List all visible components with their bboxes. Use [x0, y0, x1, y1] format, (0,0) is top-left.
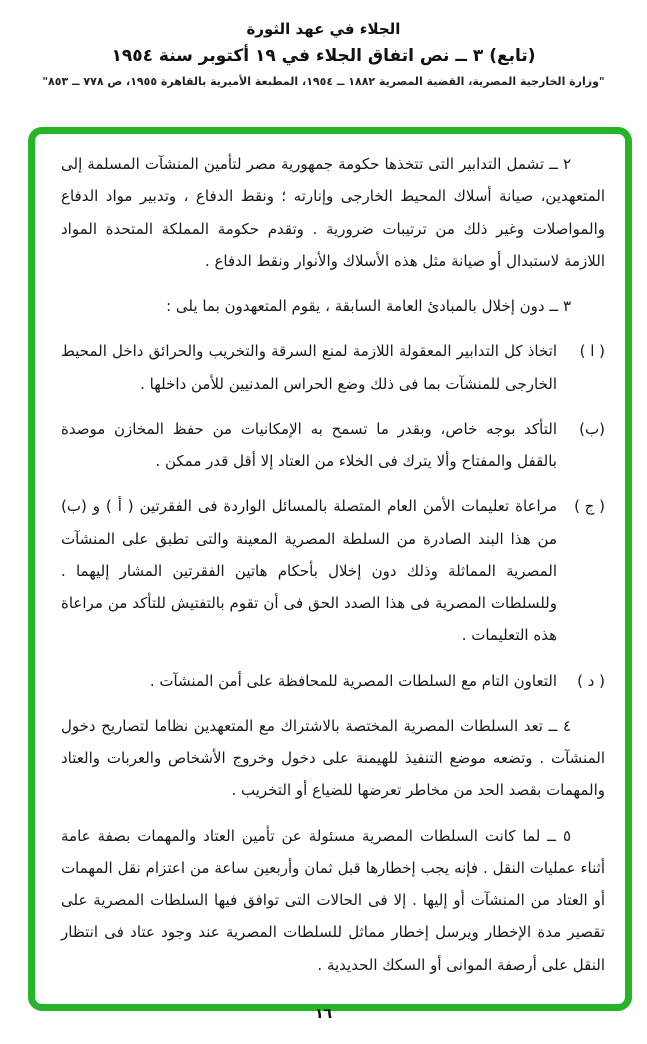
item-marker: ( ج )	[574, 497, 605, 516]
list-item	[61, 490, 605, 651]
clause-4-paragraph: ٤ ــ تعد السلطات المصرية المختصة بالاشتراك مع المتعهدين نظاما لتصاريح دخول المنشآت . وتضعه موضع التنفيذ للهيمنة على دخول وخروج الأشخاص والعربات والعتاد والمهمات بقصد الحد من مخاطر تعرضها للضياع أو التخريب .	[61, 716, 605, 800]
list-item	[61, 335, 605, 400]
page-footer	[0, 1003, 647, 1022]
clause-2-paragraph: ٢ ــ تشمل التدابير التى تتخذها حكومة جمهورية مصر لتأمين المنشآت المسلمة إلى المتعهدين، صيانة أسلاك المحيط الخارجى وإنارته ؛ ونقط الدفاع ، وتدبير مواد الدفاع والمواصلات وغير ذلك من ترتيبات ضرورية . وتقدم حكومة المملكة المتحدة المواد اللازمة لاستبدال أو صيانة مثل هذه الأسلاك والأنوار ونقط الدفاع .	[61, 155, 605, 270]
item-text: اتخاذ كل التدابير المعقولة اللازمة لمنع السرقة والتخريب والحرائق داخل المحيط الخارجى للمنشآت بما فى ذلك وضع الحراس المدنيين للأمن داخلها .	[61, 342, 557, 393]
page-number: ١٦	[314, 1006, 333, 1022]
document-header	[0, 20, 647, 88]
list-item	[61, 413, 605, 478]
item-text: التعاون التام مع السلطات المصرية للمحافظة على أمن المنشآت .	[149, 671, 557, 690]
list-item	[61, 665, 605, 697]
clause-3-intro: ٣ ــ دون إخلال بالمبادئ العامة السابقة ، يقوم المتعهدون بما يلى :	[166, 297, 571, 315]
page-title: الجلاء في عهد الثورة	[246, 20, 401, 38]
item-marker: ( ا )	[579, 342, 605, 361]
item-marker: ( د )	[577, 671, 605, 690]
document-subtitle: (تابع) ٣ ــ نص اتفاق الجلاء في ١٩ أكتوبر سنة ١٩٥٤	[111, 46, 536, 66]
clause-5-paragraph: ٥ ــ لما كانت السلطات المصرية مسئولة عن تأمين العتاد والمهمات بصفة عامة أثناء عمليات النقل . فإنه يجب إخطارها قبل ثمان وأربعين ساعة من اعتزام نقل المهمات أو العتاد من المنشآت أو إليها . إلا فى الحالات التى توافق فيها السلطات المصرية على تقصير مدة الإخطار ويرسل إخطار مماثل للسلطات المصرية عند وجود عتاد فى انتظار النقل على أرصفة الموانى أو السكك الحديدية .	[61, 826, 605, 974]
item-text: التأكد بوجه خاص، وبقدر ما تسمح به الإمكانيات من حفظ المخازن موصدة بالقفل والمفتاح وألا يترك فى الخلاء من العتاد إلا أقل قدر ممكن .	[61, 419, 557, 470]
item-marker: (ب)	[579, 419, 605, 438]
clause-3-list	[61, 335, 605, 697]
item-text: مراعاة تعليمات الأمن العام المتصلة بالمسائل الواردة فى الفقرتين ( أ ) و (ب) من هذا البند الصادرة من السلطة المصرية المعينة والتى تطبق على المنشآت المصرية المماثلة وذلك دون إخلال بأحكام هاتين الفقرتين المشار إليهما . وللسلطات المصرية فى هذا الصدد الحق فى أن تقوم بالتفتيش للتأكد من مراعاة هذه التعليمات .	[61, 497, 557, 645]
source-citation: "وزارة الخارجية المصرية، القضية المصرية ١٨٨٢ ــ ١٩٥٤، المطبعة الأميرية بالقاهرة ١٩٥٥، ص ٧٧٨ ــ ٨٥٣"	[42, 75, 605, 88]
green-highlight-box	[28, 127, 632, 1011]
